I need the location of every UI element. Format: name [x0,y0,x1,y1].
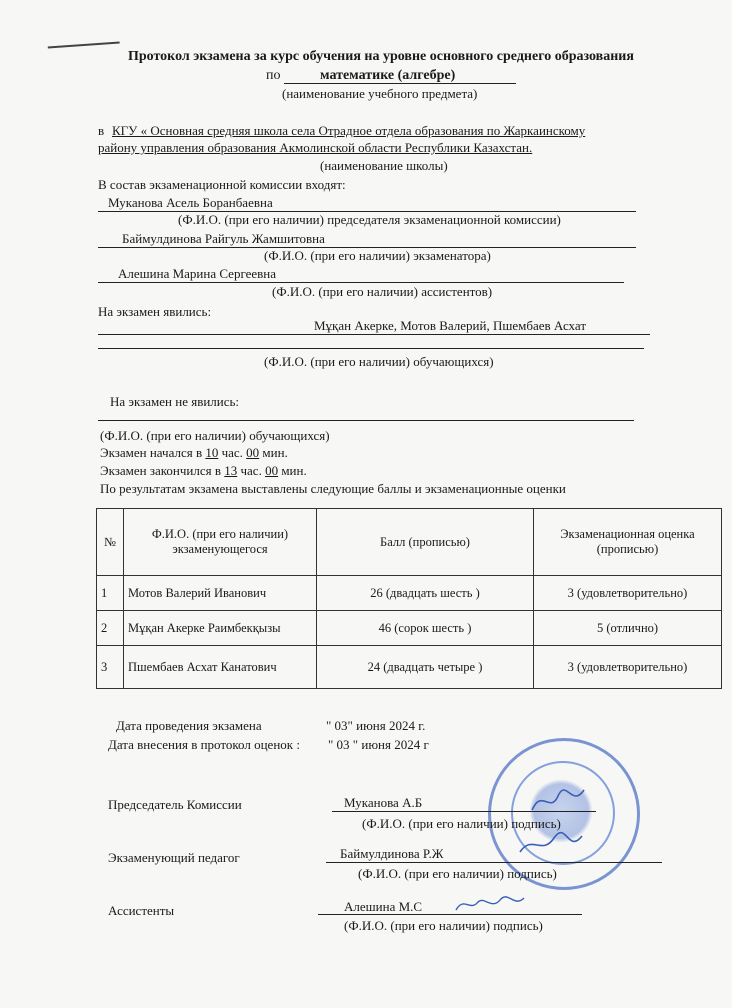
absent-caption: (Ф.И.О. (при его наличии) обучающихся) [100,428,330,443]
start-minute-unit: мин. [262,445,288,460]
examiner-sign-underline [326,862,662,863]
assistant-underline [98,282,624,283]
assistant-signature-icon [452,894,526,916]
exam-start-line [100,445,288,461]
absent-underline [98,420,634,421]
chair-sign-caption: (Ф.И.О. (при его наличии) подпись) [362,816,561,831]
row-score: 24 (двадцать четыре ) [317,646,534,689]
school-line-1: КГУ « Основная средняя школа села Отрадное отдела образования по Жаркаинскому [112,123,586,138]
entry-date-label: Дата внесения в протокол оценок : [108,737,300,752]
start-text: Экзамен начался в [100,445,203,460]
subject-underline [284,83,516,84]
assistant-sign-caption: (Ф.И.О. (при его наличии) подпись) [344,918,543,933]
results-intro: По результатам экзамена выставлены следующие баллы и экзаменационные оценки [100,481,566,496]
entry-date-value: " 03 " июня 2024 г [328,737,429,752]
school-prefix: в [98,123,105,138]
end-hour: 13 [224,463,238,478]
start-hour-unit: час. [221,445,243,460]
examiner-sign-name: Баймулдинова Р.Ж [340,846,444,861]
chair-sign-name: Муканова А.Б [344,795,423,810]
end-hour-unit: час. [240,463,262,478]
end-minute: 00 [265,463,279,478]
absent-label: На экзамен не явились: [110,394,240,409]
corner-mark [48,42,121,57]
row-student-name: Мотов Валерий Иванович [124,576,317,611]
end-minute-unit: мин. [281,463,307,478]
chair-sign-label: Председатель Комиссии [108,797,242,812]
chair-full-name: Муканова Асель Боранбаевна [108,195,273,210]
examiner-sign-label: Экзаменующий педагог [108,850,240,865]
header-score: Балл (прописью) [317,509,534,576]
exam-date-label: Дата проведения экзамена [116,718,262,733]
row-student-name: Пшембаев Асхат Канатович [124,646,317,689]
present-caption: (Ф.И.О. (при его наличии) обучающихся) [264,354,494,369]
row-number: 1 [97,576,124,611]
examiner-signature-icon [516,828,586,862]
header-name: Ф.И.О. (при его наличии) экзаменующегося [124,509,317,576]
school-caption: (наименование школы) [320,158,448,173]
examiner-caption: (Ф.И.О. (при его наличии) экзаменатора) [264,248,491,263]
exam-end-line [100,463,307,479]
subject-prefix: по [266,68,281,83]
present-underline-2 [98,348,644,349]
present-label: На экзамен явились: [98,304,212,319]
table-row [97,646,722,689]
header-number: № [97,509,124,576]
present-underline-1 [98,334,650,335]
table-row [97,576,722,611]
row-grade: 3 (удовлетворительно) [534,646,722,689]
school-line-2: району управления образования Акмолинской области Республики Казахстан. [98,140,533,155]
assistant-sign-name: Алешина М.С [344,899,423,914]
commission-intro: В состав экзаменационной комиссии входят: [98,177,346,192]
start-minute: 00 [246,445,260,460]
header-grade: Экзаменационная оценка (прописью) [534,509,722,576]
document-title: Протокол экзамена за курс обучения на уровне основного среднего образования [128,49,634,64]
row-number: 2 [97,611,124,646]
start-hour: 10 [205,445,219,460]
subject-value: математике (алгебре) [320,68,456,83]
chair-signature-icon [528,784,588,818]
end-text: Экзамен закончился в [100,463,221,478]
assistant-caption: (Ф.И.О. (при его наличии) ассистентов) [272,284,493,299]
examiner-sign-caption: (Ф.И.О. (при его наличии) подпись) [358,866,557,881]
results-table [96,508,722,689]
table-header-row [97,509,722,576]
row-grade: 5 (отлично) [534,611,722,646]
assistant-sign-underline [318,914,582,915]
exam-date-value: " 03" июня 2024 г. [326,718,426,733]
row-score: 26 (двадцать шесть ) [317,576,534,611]
assistant-full-name: Алешина Марина Сергеевна [118,266,277,281]
table-row [97,611,722,646]
assistant-sign-label: Ассистенты [108,903,175,918]
present-names: Мұқан Акерке, Мотов Валерий, Пшембаев Асхат [314,318,586,333]
subject-caption: (наименование учебного предмета) [282,86,478,101]
row-score: 46 (сорок шесть ) [317,611,534,646]
row-student-name: Мұқан Акерке Раимбекқызы [124,611,317,646]
chair-caption: (Ф.И.О. (при его наличии) председателя экзаменационной комиссии) [178,212,561,227]
examiner-full-name: Баймулдинова Райгуль Жамшитовна [122,231,325,246]
row-number: 3 [97,646,124,689]
row-grade: 3 (удовлетворительно) [534,576,722,611]
